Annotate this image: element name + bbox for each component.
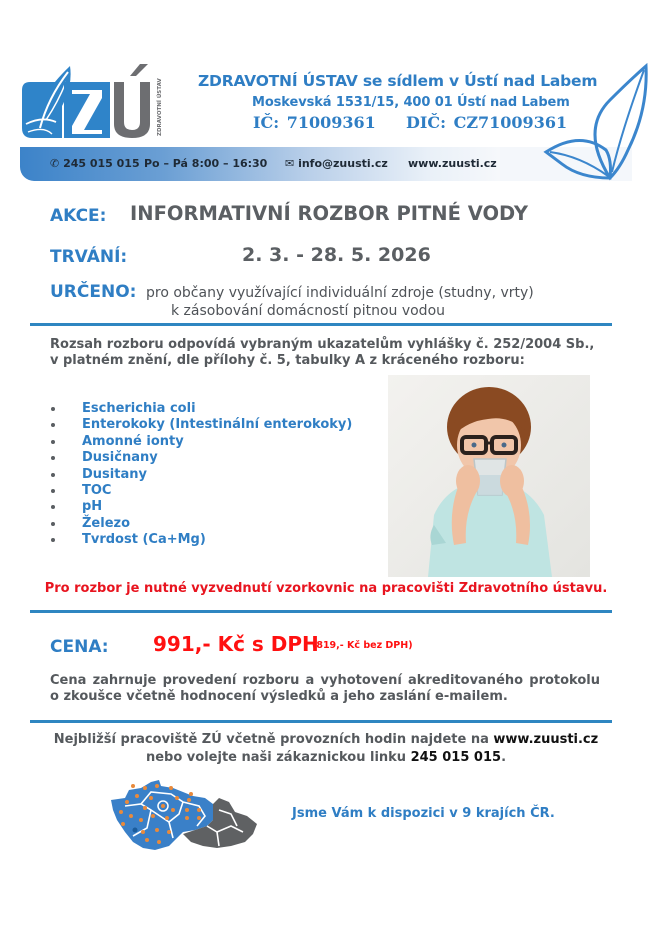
list-item: Dusitany: [50, 467, 352, 483]
target-audience-line1: pro občany využívající individuální zdroje (studny, vrty): [146, 285, 534, 301]
nearest-office-info: Nejbližší pracoviště ZÚ včetně provozních hodin najdete na www.zuusti.cz nebo volejte naši zákaznickou linku 245 015 015.: [53, 732, 599, 765]
parameter-list: [50, 401, 352, 549]
divider: [30, 323, 612, 326]
child-drinking-water-photo: [388, 375, 590, 577]
list-item: Dusičnany: [50, 450, 352, 466]
urceno-label: URČENO:: [50, 282, 137, 302]
divider: [30, 610, 612, 613]
pickup-notice: Pro rozbor je nutné vyzvednutí vzorkovnic na pracovišti Zdravotního ústavu.: [44, 581, 608, 596]
target-audience-line2: k zásobování domácností pitnou vodou: [171, 303, 446, 319]
price-without-vat: (819,- Kč bez DPH): [312, 640, 413, 651]
list-item: Enterokoky (Intestinální enterokoky): [50, 417, 352, 433]
list-item: pH: [50, 499, 352, 515]
org-ids: IČ: 71009361 DIČ: CZ71009361: [253, 113, 568, 132]
bullet-icon: [51, 473, 55, 477]
phone-number: 245 015 015: [63, 157, 140, 170]
czech-regions-map-icon: [107, 776, 261, 852]
bullet-icon: [51, 423, 55, 427]
price-label: CENA:: [50, 637, 109, 657]
bullet-icon: [51, 440, 55, 444]
event-title: INFORMATIVNÍ ROZBOR PITNÉ VODY: [130, 202, 528, 225]
regions-availability: Jsme Vám k dispozici v 9 krajích ČR.: [292, 806, 555, 821]
phone-icon: ✆: [50, 157, 60, 170]
list-item: TOC: [50, 483, 352, 499]
list-item: Amonné ionty: [50, 434, 352, 450]
decorative-leaf-icon: [540, 60, 652, 190]
bullet-icon: [51, 407, 55, 411]
zu-logo: [22, 62, 182, 140]
bullet-icon: [51, 456, 55, 460]
event-duration: 2. 3. - 28. 5. 2026: [242, 244, 431, 266]
akce-label: AKCE:: [50, 206, 107, 226]
office-hours: Po – Pá 8:00 – 16:30: [144, 157, 268, 170]
bullet-icon: [51, 538, 55, 542]
envelope-icon: ✉: [285, 157, 295, 170]
list-item: Železo: [50, 516, 352, 532]
org-title: ZDRAVOTNÍ ÚSTAV se sídlem v Ústí nad Labem: [198, 72, 598, 90]
website-link-footer[interactable]: www.zuusti.cz: [493, 732, 599, 747]
price-value: 991,- Kč s DPH: [153, 632, 319, 656]
scope-description: Rozsah rozboru odpovídá vybraným ukazatelům vyhlášky č. 252/2004 Sb., v platném znění, dle přílohy č. 5, tabulky A z kráceného rozboru:: [50, 337, 595, 368]
bullet-icon: [51, 489, 55, 493]
website-link[interactable]: www.zuusti.cz: [408, 157, 497, 170]
price-description: Cena zahrnuje provedení rozboru a vyhotovení akreditovaného protokolu o zkoušce včetně hodnocení výsledků a jeho zaslání e-mailem.: [50, 673, 600, 704]
list-item: Escherichia coli: [50, 401, 352, 417]
phone-contact[interactable]: [50, 157, 140, 170]
email-address: info@zuusti.cz: [298, 157, 388, 170]
bullet-icon: [51, 505, 55, 509]
customer-line-number[interactable]: 245 015 015: [410, 750, 502, 765]
trvani-label: TRVÁNÍ:: [50, 247, 128, 267]
bullet-icon: [51, 522, 55, 526]
list-item: Tvrdost (Ca+Mg): [50, 532, 352, 548]
org-address: Moskevská 1531/15, 400 01 Ústí nad Labem: [252, 95, 570, 110]
svg-text:ZDRAVOTNÍ ÚSTAV: ZDRAVOTNÍ ÚSTAV: [157, 78, 163, 136]
email-contact[interactable]: [285, 157, 388, 170]
divider: [30, 720, 612, 723]
